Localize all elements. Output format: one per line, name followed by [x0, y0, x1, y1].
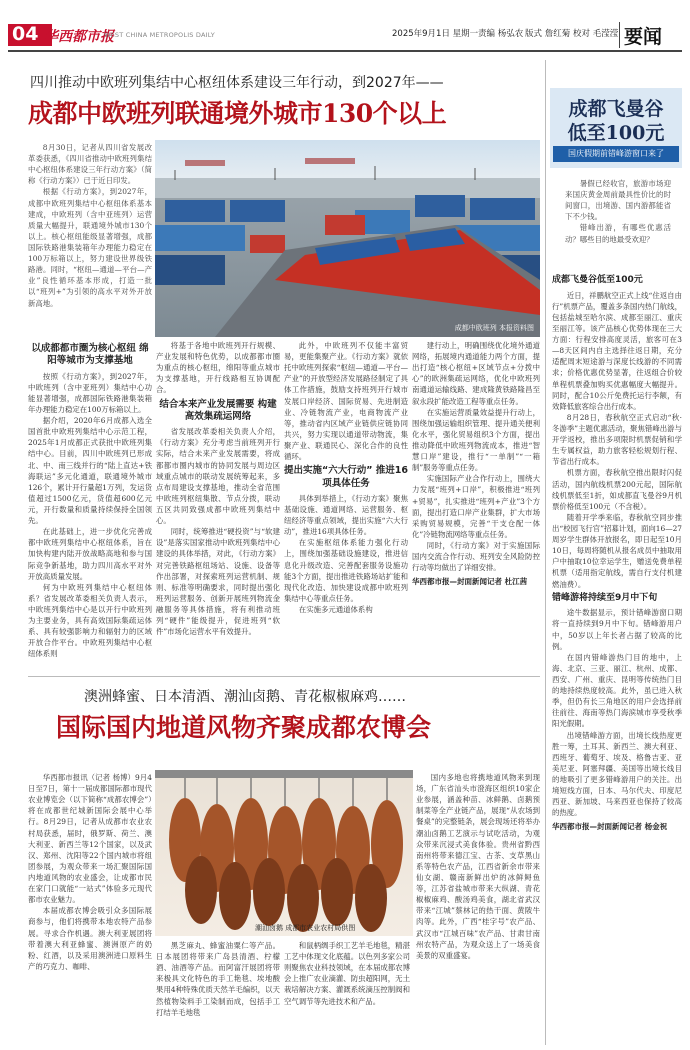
body-paragraph: 建行动上，明确围绕优化境外通道网络，拓展境内通道能力两个方面，提出打造“核心枢纽+区域节点+分拨中心”的欧洲集疏运网络，优化中欧班列南通道运输线路、建成隆黄铁路隆昌至叙永段扩能改造工程等重点任务。 — [412, 341, 540, 406]
sidebar-headline-line2: 低至100元 — [567, 122, 665, 144]
story1-photo-caption: 成都中欧班列 本报资料图 — [454, 324, 534, 332]
body-paragraph: 实施国际产业合作行动上，围绕大力发展“班列+口岸”，积极推进“班列+贸易”，扎实推进“班列+产业”3个方面，提出打造口岸产业集群，扩大市场采购贸易规模，完善“干支仓配一体化”冷链物流网络等重点任务。 — [412, 474, 540, 539]
date-line: 2025年9月1日 星期一 — [392, 29, 479, 39]
body-paragraph: 具体到举措上，《行动方案》聚焦基础设施、通道网络、运营服务、枢纽经济等重点领域，提出实施“六大行动”，推进16项具体任务。 — [284, 493, 408, 537]
body-paragraph: 国内多地也将携地道风物来到现场，广东省汕头市澄海区组织10家企业参展，涵盖种苗、冰鲜鹅、卤鹅预制菜等全产业链产品，展现“从农场到餐桌”的完整链条，展会现场还将举办潮汕卤鹅工艺演示与试吃活动，为观众带来沉浸式美食体验。贵州省黔西南州将带来德江宝、古茶、支草黑山系等特色农产品，江西省新余市带来仙女湖、赣南新鲜出炉的冰鲜鲟鱼等，江苏省盐城市带来大纵湖、青花椒椒麻鸡、酸汤鸡美食，湖北省武汉带来“江城”蔡林记的热干面、黄陂牛肉等。此外，广西“桂字号”农产品、武汉市“江城百味”农产品、甘肃甘南州农特产品，为观众送上了一场美食美景的双重盛宴。 — [416, 773, 540, 960]
sidebar-subhead: 国庆假期前错峰游窗口来了 — [568, 149, 664, 158]
story1-column-1 — [28, 340, 152, 660]
story1-kicker: 四川推动中欧班列集结中心枢纽体系建设三年行动，到2027年—— — [30, 75, 444, 91]
body-paragraph: 随着开学季来临，春秋航空同步推出“校园飞行官”招募计划，面向16—27周岁学生群体开放报名，即日起至10月10日，每周将随机从报名成员中抽取用户中抽取10位幸运学生，赠送免费单程机票（适用指定航线，需自行支付机建燃油费）。 — [552, 512, 682, 589]
body-paragraph: 在此基础上，进一步优化完善成都中欧班列集结中心枢纽体系，旨在加快构建内陆开放战略高地和参与国际竞争新基地，助力四川高水平对外开放高质量发展。 — [28, 527, 152, 581]
masthead-rule — [8, 50, 682, 52]
lead-paragraph: 暑假已经收官，旅游市场迎来国庆黄金周前最具性价比的时间窗口，出境游、国内游都能省下不少钱。 — [565, 179, 671, 222]
story1-lead — [28, 142, 152, 309]
body-paragraph: 按照《行动方案》，到2027年，中欧班列（含中亚班列）集结中心功能显著增强，成都国际铁路港集装箱年办理能力稳定在100万标箱以上。 — [28, 371, 152, 415]
story1-subhead-3: 提出实施“六大行动” 推进16项具体任务 — [284, 465, 409, 489]
roast-goose-image — [155, 770, 413, 936]
lead-paragraph: 8月30日，记者从四川省发展改革委获悉，《四川省推动中欧班列集结中心枢纽体系建设三年行动方案》（简称《行动方案》）已于近日印发。 — [28, 143, 152, 186]
story1-headline: 成都中欧班列联通境外城市130个以上 — [28, 99, 447, 128]
story1-subhead-1: 以成都都市圈为核心枢纽 绵阳等城市为支撑基地 — [31, 343, 149, 367]
story2-photo — [155, 770, 413, 936]
story1-subhead-2: 结合本来产业发展需要 构建高效集疏运网络 — [159, 398, 277, 422]
section-label: 要闻 — [624, 26, 663, 48]
body-paragraph: 本届成都农博会吸引众多国际展商参与，他们将携带本地农特产品参展。寻求合作机遇。澳大利亚展团将带着澳大利亚蜂蜜、澳洲原产的奶粉、红酒，以及采用澳洲进口原料生产的巧克力、咖啡、 — [28, 906, 152, 971]
story2-column-1 — [28, 772, 152, 972]
sidebar-lead — [565, 178, 671, 245]
paper-english: WEST CHINA METROPOLIS DAILY — [104, 31, 215, 39]
story2-kicker: 澳洲蜂蜜、日本清酒、潮汕卤鹅、青花椒椒麻鸡…… — [84, 689, 406, 705]
story2-column-4 — [416, 772, 540, 961]
story1-byline: 华西都市报—封面新闻记者 杜江茜 — [412, 577, 528, 587]
body-paragraph: 近日，祥鹏航空正式上线“住返自由行”机票产品，覆盖多条国内热门航线，包括盐城至哈尔滨、成都至丽江、重庆至丽江等。该产品核心优势体现在三大方面：行程安排高度灵活，旅客可在3—8天区间内自主选择往返日期，充分适配周末短途游与深度长线游的不同需求；价格优惠优势显著，往返组合价较单程机票叠加购买优惠幅度大幅提升。同时，配合10公斤免费托运行李额，有效降低旅客综合出行成本。 — [552, 290, 682, 411]
sidebar-subhead-1: 成都飞曼谷低至100元 — [552, 275, 643, 285]
body-paragraph: 在国内错峰游热门目的地中，上海、北京、三亚、丽江、杭州、成都、西安、广州、重庆、昆明等传统热门目的地持续热度较高。此外，虽已进入秋季，但仍有长三角地区的用户会选择前往前往、海南等热门海滨城市享受秋季阳光假期。 — [552, 652, 682, 729]
sidebar-headline-line1: 成都飞曼谷 — [568, 98, 664, 120]
designer: 版式 詹红菊 — [525, 29, 571, 39]
story2-headline: 国际国内地道风物齐聚成都农博会 — [56, 713, 432, 742]
story2-column-2 — [156, 940, 280, 1018]
body-paragraph: 8月28日，春秋航空正式启动“秋·冬游季”主题优惠活动，聚焦错峰出游与开学返校，推出多项限时机票促销和学生专属权益，助力旅客轻松规划行程、节省出行成本。 — [552, 412, 682, 467]
body-paragraph: 同时，统筹推进“硬投资”与“软建设”是落实国家推动中欧班列集结中心建设的具体举措，对此，《行动方案》对完善铁路枢纽场站、设施、设备等作出部署，对探索班列运营机制、规则、标准等明确要求，同时提出强化班列运营服务、创新开展班列物流金融服务等具体措施，将有利推动班列“硬件”能级提升，促进班列“软件”市场化运营水平有效提升。 — [156, 527, 280, 637]
masthead — [0, 0, 690, 52]
editor: 责编 杨弘农 — [478, 29, 524, 39]
sidebar-byline: 华西都市报—封面新闻记者 杨金祝 — [552, 822, 668, 832]
body-paragraph: 华西都市报讯（记者 杨博）9月4日至7日，第十一届成都国际都市现代农业博览会（以下简称“成都农博会”）将在成都世纪城新国际会展中心举行。8月29日，记者从成都市农业农村局获悉，届时，俄罗斯、荷兰、澳大利亚、新西兰等12个国家，以及武汉、郑州、沈阳等22个国内城市将组团参展，为观众带来一场汇聚国际国内地道风物的农业盛会，让成都市民在家门口就能“一站式”体验多元现代都市农业魅力。 — [28, 773, 152, 905]
body-paragraph: 途牛数据显示，预计错峰游窗口期将一直持续到9月中下旬。错峰游用户中，50岁以上年长者占据了较高的比例。 — [552, 608, 682, 651]
body-paragraph: 同时，《行动方案》对于实施国际国内交流合作行动、班列安全风险防控行动等均做出了详细安排。 — [412, 540, 540, 573]
body-paragraph: 何为中欧班列集结中心枢纽体系？省发展改革委相关负责人表示，中欧班列集结中心是以开行中欧班列为主要业务，具有高效国际集疏运体系、具有较强影响力和辐射力的区域开放合作平台。中欧班列集结中心枢纽体系则 — [28, 582, 152, 659]
masthead-divider — [619, 22, 620, 48]
story1-column-4 — [412, 340, 540, 588]
lead-paragraph: 根据《行动方案》，到2027年，成都中欧班列集结中心枢纽体系基本建成，中欧班列（含中亚班列）运营质量大幅提升，联通境外城市130个以上。核心枢纽能级显著增强，成都国际铁路港集装箱年办理能力稳定在100万标箱以上，努力建设世界级铁路港。同时，“枢纽—通道—平台—产业”良性循环基本形成，打造一批以“班列+”为引领的高水平对外开放新高地。 — [28, 187, 152, 308]
body-paragraph: 在实施多元通道体系构 — [298, 604, 373, 614]
body-paragraph: 出境错峰游方面，出境长线热度更胜一筹，土耳其、新西兰、澳大利亚、西班牙、葡萄牙、埃及、格鲁吉亚、亚美尼亚、阿塞拜疆、美国等出境长线目的地吸引了更多错峰游用户的关注。出境短线方面，日本、马尔代夫、印度尼西亚、新加坡、马来西亚也保持了较高的热度。 — [552, 730, 682, 818]
sidebar-subhead-2: 错峰游将持续至9月中下旬 — [552, 592, 658, 603]
body-paragraph: 据介绍，2020年6月成都入选全国首批中欧班列集结中心示范工程，2025年1月成都正式获批中欧班列集结中心。目前，四川中欧班列已形成北、中、南三线并行的“陆上直达+铁海联运”多元化通道，联通境外城市126个，累计开行量超1万列，发运货值超过1500亿元，货值超600亿元元，开行数量和质量持续保持全国领先。 — [28, 416, 152, 526]
body-paragraph: 将基于各地中欧班列开行规模、产业发展和特色优势，以成都都市圈为重点的核心枢纽，绵阳等重点城市为支撑基地，开行线路相互协调配合。 — [156, 341, 280, 395]
body-paragraph: 机票方面，春秋航空推出限时闪促活动，国内航线机票200元起，国际航线机票低至1折，如成都直飞曼谷9月机票价格低至100元（不含税）。 — [552, 468, 682, 511]
story1-column-3 — [284, 340, 408, 615]
proofreader: 校对 毛滢滢 — [573, 29, 619, 39]
story1-column-2 — [156, 340, 280, 637]
story2-photo-caption: 潮汕卤鹅 成都市农业农村局供图 — [255, 924, 356, 932]
paper-name: 华西都市报 — [44, 29, 114, 45]
page-number: 04 — [12, 23, 39, 45]
sidebar-body — [552, 272, 682, 833]
body-paragraph: 在实施运营质量效益提升行动上，围绕加强运输组织管理、提升通关便利化水平，强化贸易组织3个方面，提出推动降低中欧班列物流成本，推进“智慧口岸”建设，推行“一单制”“一箱制”服务等重点任务。 — [412, 407, 540, 473]
story2-rule — [28, 676, 540, 677]
body-paragraph: 在实施枢纽体系能力强化行动上，围绕加强基础设施建设，推进信息化升级改造、完善配套服务设施功能3个方面，提出推进铁路场站扩能和现代化改造、加快建设成都中欧班列集结中心等重点任务。 — [284, 538, 408, 603]
body-paragraph: 黑芝麻丸、蜂蜜油粟仁等产品。日本展团将带来广岛县清酒、柠檬酒、油酒等产品。而阿富汗展团将带来极具文化特色的手工艳毯、埃地酸果用4种特殊优质天然羊毛编织，以天然植物染料手工染制而成，包括手工打结羊毛地毯 — [156, 941, 280, 1017]
body-paragraph: 省发展改革委相关负责人介绍，《行动方案》充分考虑当前班列开行实际，结合未来产业发展需要，将成都都市圈内城市的协同发展与周边区域重点城市的联动发展统筹起来，多点布局建设支撑基地，推动全省范围中欧班列枢纽集散、节点分拨，联动五区共同致强成都中欧班列集结中心。 — [156, 427, 280, 526]
body-paragraph: 和鼠柄绸手织工艺羊毛地毯，精湛工艺中体现文化底蕴。以色列多家公司则聚焦农业科技领域，在本届成都农博会上推广农业滴灌、防虫超阳网，无土栽培解决方案、灌溉系统滴压控制阀和空气调节等先进技术和产品。 — [284, 941, 410, 1006]
lead-paragraph: 错峰出游，有哪些优惠活动？哪些目的地最受欢迎？ — [565, 223, 671, 244]
body-paragraph: 此外，中欧班列不仅能丰富贸易，更能集聚产业。《行动方案》就依托中欧班列探索“枢纽—通道—平台—产业”的开放型经济发展路径制定了具体工作措施，鼓励支持班列开行城市发展口岸经济、国际贸易、先进制造业、冷链物流产业，电商物流产业等，推动省内区域产业链供应链协同共兴，努力实现以通道带动物流，集聚产业、联通民心、深化合作的良性循环。 — [284, 341, 408, 462]
story1-photo — [155, 140, 540, 337]
rail-yard-image — [155, 140, 540, 337]
sidebar-divider — [545, 60, 546, 1045]
story2-column-3 — [284, 940, 410, 1007]
